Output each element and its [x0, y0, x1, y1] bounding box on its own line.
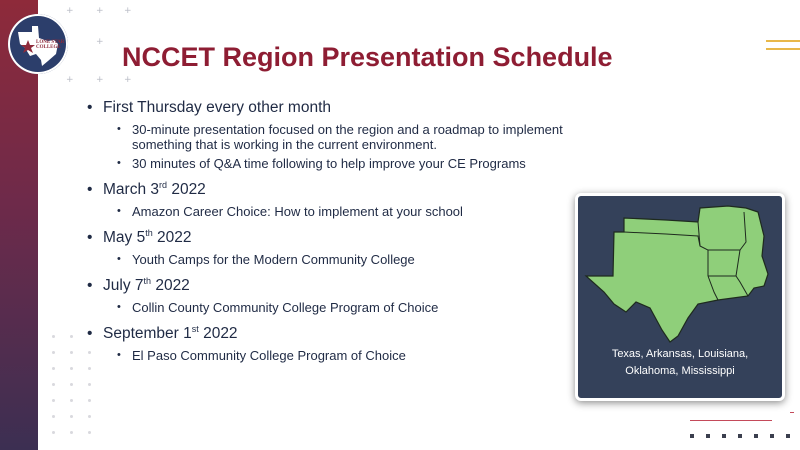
decor-plus: +: [124, 6, 132, 16]
logo-text: LONE STAR COLLEGE: [36, 40, 65, 50]
bullet-date: • September 1st 2022: [87, 324, 587, 344]
sub-bullet: • Amazon Career Choice: How to implement at your school: [117, 204, 587, 219]
region-map-card: [575, 193, 785, 401]
slide-title: NCCET Region Presentation Schedule: [122, 42, 613, 72]
list-item: [87, 276, 587, 315]
bullet-date: • March 3rd 2022: [87, 180, 587, 200]
map-caption: Texas, Arkansas, Louisiana, Oklahoma, Mississippi: [611, 348, 749, 377]
decor-plus: +: [96, 37, 104, 47]
bullet-heading: • First Thursday every other month: [87, 98, 587, 118]
list-item: [87, 324, 587, 363]
schedule-list: [87, 98, 587, 372]
decor-dash: [790, 412, 794, 413]
sub-bullet: • 30 minutes of Q&A time following to help improve your CE Programs: [117, 156, 587, 171]
region-map-icon: [578, 196, 782, 346]
bullet-date: • May 5th 2022: [87, 228, 587, 248]
list-item: [87, 228, 587, 267]
sub-bullet: • Youth Camps for the Modern Community College: [117, 252, 587, 267]
decor-plus: +: [96, 6, 104, 16]
sub-bullet: • 30-minute presentation focused on the region and a roadmap to implement something that is working in the current environment.: [117, 122, 587, 152]
list-item: [87, 180, 587, 219]
decor-plus: +: [124, 75, 132, 85]
sub-bullet: • Collin County Community College Program of Choice: [117, 300, 587, 315]
decor-bottom-line: [690, 420, 772, 421]
sub-bullet: • El Paso Community College Program of Choice: [117, 348, 587, 363]
decor-plus: +: [66, 75, 74, 85]
college-logo: [8, 14, 68, 74]
bullet-date: • July 7th 2022: [87, 276, 587, 296]
decor-plus: +: [66, 6, 74, 16]
decor-gold-lines: [766, 40, 800, 56]
decor-plus: +: [96, 75, 104, 85]
list-item: [87, 98, 587, 171]
